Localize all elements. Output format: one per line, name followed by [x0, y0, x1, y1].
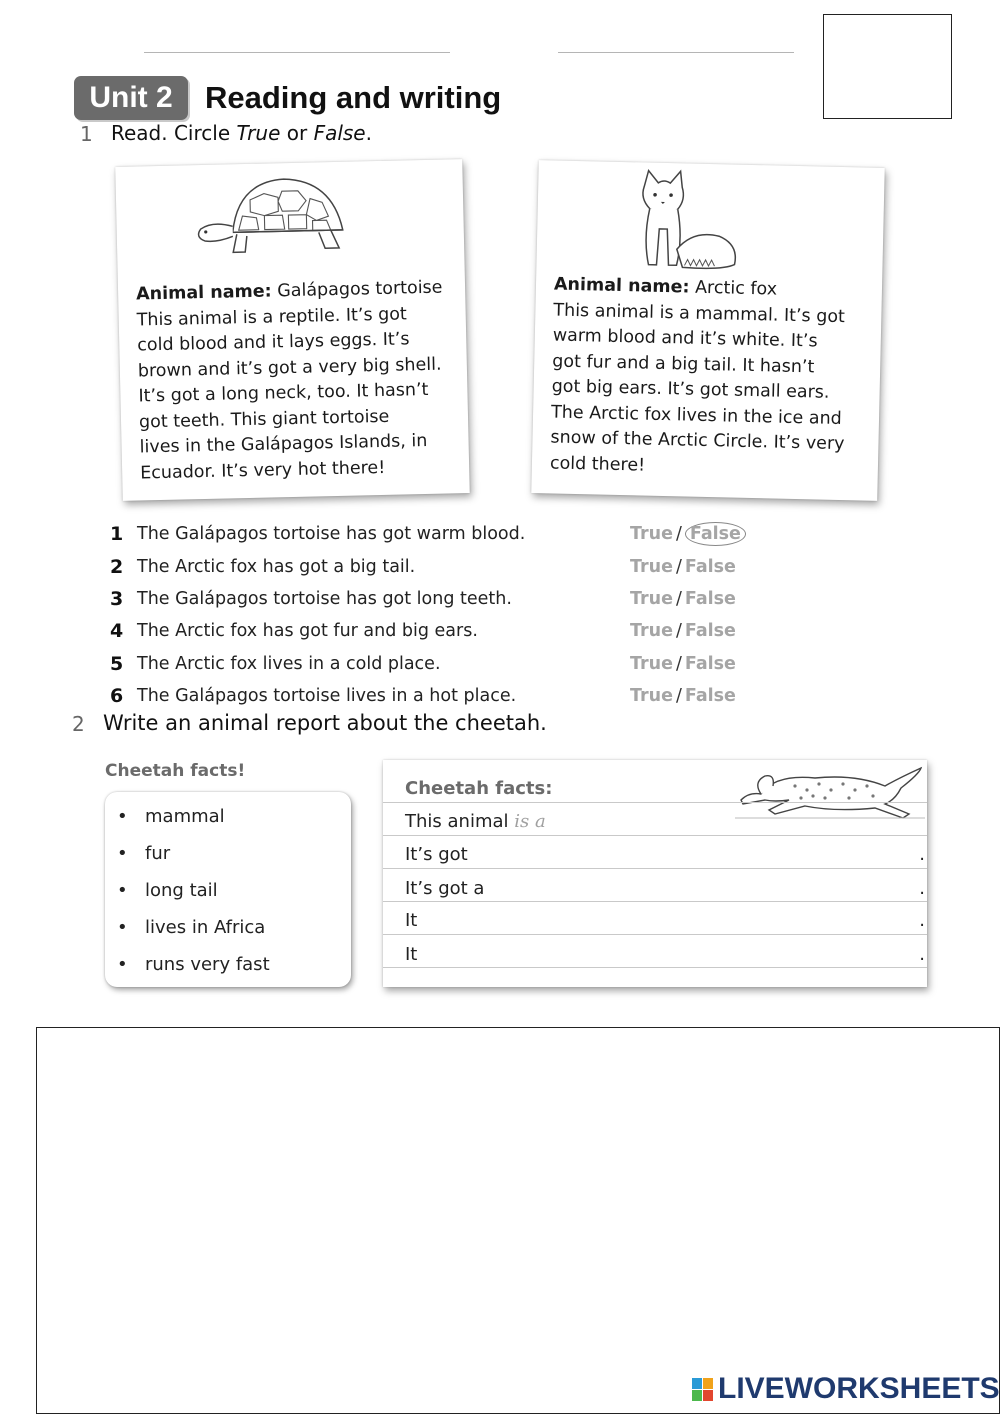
list-item: [117, 952, 270, 978]
false-option-circled[interactable]: False: [685, 522, 746, 546]
report-line: [383, 934, 927, 935]
choice-separator: /: [675, 654, 682, 674]
arctic-fox-card: [531, 160, 884, 501]
cheetah-illustration: [735, 760, 925, 822]
report-line-prefix: It: [405, 910, 418, 931]
question-text: The Galápagos tortoise lives in a hot place.: [137, 686, 517, 706]
description-line: got fur and a big tail. It hasn’t: [552, 350, 815, 377]
description-line: brown and it’s got a very big shell.: [137, 354, 442, 382]
report-line-5[interactable]: [405, 942, 417, 968]
report-line: [383, 868, 927, 869]
description-line: cold there!: [549, 452, 646, 476]
question-number: 4: [110, 620, 124, 642]
animal-name-label: Animal name:: [135, 281, 272, 305]
report-line: [383, 901, 927, 902]
question-text: The Arctic fox has got fur and big ears.: [137, 621, 478, 641]
question-number: 5: [110, 653, 124, 675]
question-row: [110, 584, 750, 614]
exercise-1-instruction: [111, 121, 372, 145]
tortoise-description: [136, 275, 454, 486]
exercise-2-instruction: Write an animal report about the cheetah.: [103, 711, 547, 735]
description-line: snow of the Arctic Circle. It’s very: [550, 427, 845, 455]
line-end-period: .: [919, 910, 925, 931]
report-line-3[interactable]: [405, 876, 484, 902]
description-line: This animal is a reptile. It’s got: [136, 303, 408, 331]
bullet: •: [117, 843, 128, 864]
instruction-text: or: [280, 121, 314, 145]
liveworksheets-brand: LIVEWORKSHEETS: [718, 1372, 1000, 1405]
report-line-prefix: It’s got a: [405, 878, 485, 899]
question-row: [110, 552, 750, 582]
question-number: 2: [110, 556, 124, 578]
fact-text: runs very fast: [145, 954, 270, 975]
exercise-2-number: 2: [72, 712, 85, 736]
false-option[interactable]: False: [684, 686, 736, 706]
date-line: [558, 52, 794, 53]
report-line-2[interactable]: [405, 842, 468, 868]
unit-badge: Unit 2: [74, 76, 188, 120]
true-option[interactable]: True: [630, 524, 673, 544]
choice-separator: /: [675, 557, 682, 577]
fact-text: fur: [145, 843, 171, 864]
animal-name-value: Arctic fox: [694, 277, 778, 300]
report-line-prefix: It: [405, 944, 418, 965]
arctic-fox-illustration: [622, 168, 744, 275]
true-option[interactable]: True: [630, 589, 673, 609]
report-line-1[interactable]: [405, 809, 546, 835]
fact-text: mammal: [145, 806, 225, 827]
choice-separator: /: [675, 621, 682, 641]
list-item: [117, 915, 265, 941]
question-number: 1: [110, 523, 124, 545]
description-line: got big ears. It’s got small ears.: [551, 376, 830, 403]
line-end-period: .: [919, 878, 925, 899]
arctic-fox-description: [550, 272, 867, 483]
true-false-choice: [630, 552, 736, 582]
handwritten-example: is a: [514, 811, 546, 832]
true-false-choice: [630, 584, 736, 614]
question-text: The Arctic fox has got a big tail.: [137, 557, 416, 577]
bullet: •: [117, 806, 128, 827]
question-number: 3: [110, 588, 124, 610]
liveworksheets-logo-icon: [692, 1378, 714, 1402]
question-text: The Galápagos tortoise has got long teeth.: [137, 589, 512, 609]
list-item: [117, 804, 225, 830]
animal-name-value: Galápagos tortoise: [276, 277, 443, 302]
question-row: [110, 681, 750, 711]
true-false-choice: [630, 616, 736, 646]
list-item: [117, 878, 218, 904]
true-option[interactable]: True: [630, 621, 673, 641]
description-line: It’s got a long neck, too. It hasn’t: [138, 379, 429, 407]
report-line-4[interactable]: [405, 908, 417, 934]
line-end-period: .: [919, 844, 925, 865]
false-option[interactable]: False: [684, 621, 736, 641]
false-option[interactable]: False: [684, 557, 736, 577]
score-box: [823, 14, 952, 119]
question-text: The Arctic fox lives in a cold place.: [137, 654, 441, 674]
question-row: [110, 616, 750, 646]
bullet: •: [117, 880, 128, 901]
tortoise-illustration: [191, 168, 357, 258]
choice-separator: /: [675, 524, 682, 544]
name-line: [144, 52, 450, 53]
facts-list: [105, 792, 351, 987]
true-option[interactable]: True: [630, 686, 673, 706]
choice-separator: /: [675, 686, 682, 706]
false-option[interactable]: False: [684, 654, 736, 674]
bullet: •: [117, 917, 128, 938]
line-end-period: .: [919, 944, 925, 965]
report-line-prefix: This animal: [405, 811, 509, 832]
tortoise-card: [115, 159, 469, 501]
description-line: warm blood and it’s white. It’s: [552, 325, 818, 352]
description-line: Ecuador. It’s very hot there!: [139, 457, 386, 483]
description-line: This animal is a mammal. It’s got: [553, 299, 846, 327]
description-line: lives in the Galápagos Islands, in: [139, 430, 428, 458]
question-row: [110, 649, 750, 679]
question-text: The Galápagos tortoise has got warm blood.: [137, 524, 526, 544]
true-false-choice: [630, 519, 746, 549]
facts-title: Cheetah facts!: [105, 761, 246, 781]
animal-name-label: Animal name:: [553, 274, 690, 298]
choice-separator: /: [675, 589, 682, 609]
exercise-1-number: 1: [80, 122, 93, 146]
instruction-text: Read. Circle: [111, 121, 237, 145]
bullet: •: [117, 954, 128, 975]
true-option[interactable]: True: [630, 654, 673, 674]
report-card: [383, 760, 927, 987]
page-title: Reading and writing: [205, 80, 502, 115]
false-option[interactable]: False: [684, 589, 736, 609]
question-row: [110, 519, 750, 549]
true-false-choice: [630, 649, 736, 679]
question-number: 6: [110, 685, 124, 707]
report-line: [383, 802, 927, 803]
report-line: [383, 835, 927, 836]
true-false-choice: [630, 681, 736, 711]
fact-text: lives in Africa: [145, 917, 266, 938]
instruction-text: .: [365, 121, 372, 145]
list-item: [117, 841, 170, 867]
instruction-true: True: [236, 121, 281, 145]
true-option[interactable]: True: [630, 557, 673, 577]
description-line: The Arctic fox lives in the ice and: [550, 401, 842, 429]
answer-textarea[interactable]: [36, 1027, 1000, 1414]
instruction-false: False: [313, 121, 366, 145]
description-line: got teeth. This giant tortoise: [138, 406, 390, 433]
report-line-prefix: It’s got: [405, 844, 468, 865]
description-line: cold blood and it lays eggs. It’s: [137, 329, 410, 356]
report-title: Cheetah facts:: [405, 778, 553, 799]
report-line: [383, 967, 927, 968]
fact-text: long tail: [145, 880, 218, 901]
